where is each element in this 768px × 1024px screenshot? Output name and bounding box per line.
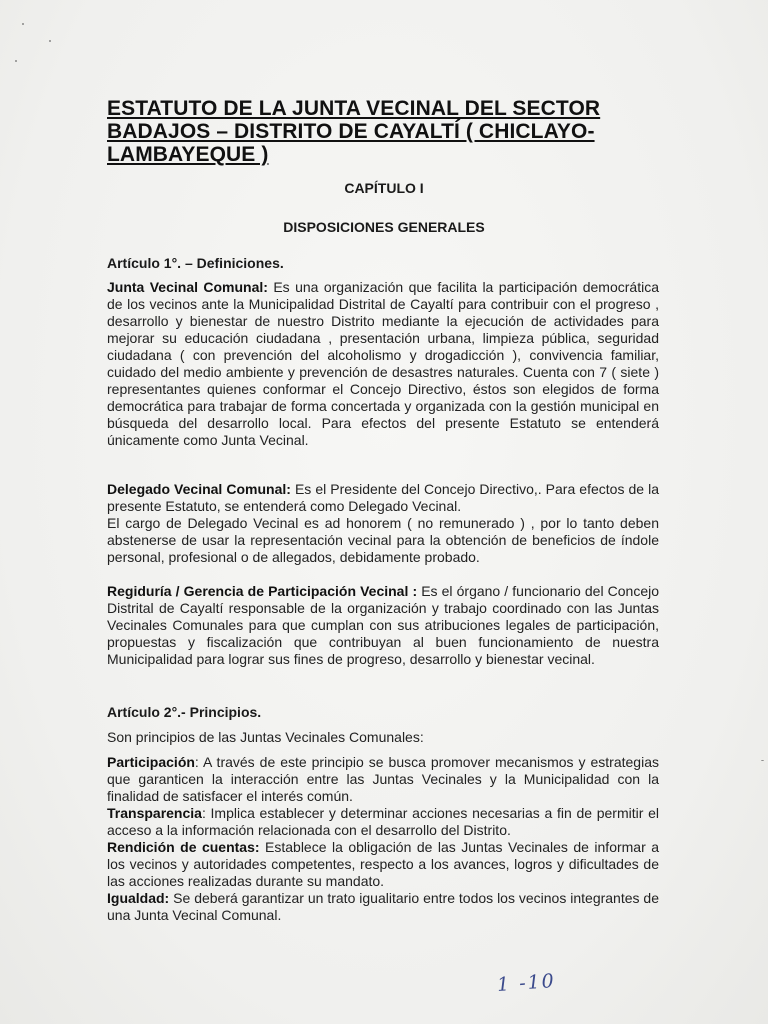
term-label: Delegado Vecinal Comunal: [107,481,291,497]
principles-intro: Son principios de las Juntas Vecinales Comunales: [107,729,424,745]
definition-text: Es una organización que facilita la participación democrática de los vecinos ante la Municipalidad Distrital de Cayaltí para contribuir con el progreso , desarrollo y bienestar de nuestro Distrito mediante la ejecución de actividades para mejorar su educación ciudadana , presentación urbana, limpieza pública, seguridad ciudadana ( con prevención del alcoholismo y drogadicción ), convivencia familiar, cuidado del medio ambiente y prevención de desastres naturales. Cuenta con 7 ( siete ) representantes quienes conformar el Concejo Directivo, éstos son elegidos de forma democrática para trabajar de forma concertada y organizada con la gestión municipal en búsqueda del desarrollo local. Para efectos del presente Estatuto se entenderá únicamente como Junta Vecinal. [107,279,659,448]
term-label: Regiduría / Gerencia de Participación Vecinal : [107,583,418,599]
definition-text: : A través de este principio se busca promover mecanismos y estrategias que garanticen la interacción entre las Juntas Vecinales y la Municipalidad con la finalidad de satisfacer el interés común. [107,754,659,804]
principle-igualdad [107,890,659,924]
scan-speck [49,40,51,42]
definition-text: : Implica establecer y determinar acciones necesarias a fin de permitir el acceso a la información relacionada con el desarrollo del Distrito. [107,805,659,838]
term-label: Rendición de cuentas: [107,839,260,855]
scan-speck [22,23,24,25]
principle-participacion [107,754,659,805]
definition-text: Establece la obligación de las Juntas Vecinales de informar a los vecinos y autoridades competentes, respecto a los avances, logros y dificultades de las acciones realizadas durante su mandato. [107,839,660,889]
chapter-heading: CAPÍTULO I [344,180,424,196]
term-label: Transparencia [107,805,202,821]
document-title: ESTATUTO DE LA JUNTA VECINAL DEL SECTOR BADAJOS – DISTRITO DE CAYALTÍ ( CHICLAYO- LAMBAYEQUE ) [107,97,601,166]
term-label: Igualdad: [107,890,170,906]
scan-speck [761,760,764,761]
delegado-vecinal-paragraph-2: El cargo de Delegado Vecinal es ad honorem ( no remunerado ) , por lo tanto deben abstenerse de usar la representación vecinal para la obtención de beneficios de índole personal, profesional o de allegados, debidamente probado. [107,515,659,565]
scan-speck [15,60,17,62]
definition-text: Es el órgano / funcionario del Concejo Distrital de Cayaltí responsable de la organización y trabajo coordinado con las Juntas Vecinales Comunales para que cumplan con sus atribuciones legales de participación, propuestas y fiscalización que contribuyan al buen funcionamiento de nuestra Municipalidad para lograr sus fines de progreso, desarrollo y bienestar vecinal. [107,583,660,667]
definition-text: Se deberá garantizar un trato igualitario entre todos los vecinos integrantes de una Junta Vecinal Comunal. [107,890,660,923]
junta-vecinal-definition [107,279,659,449]
delegado-vecinal-definition [107,481,659,515]
article-2-heading: Artículo 2°.- Principios. [107,704,262,720]
article-1-heading: Artículo 1°. – Definiciones. [107,255,284,271]
principle-rendicion-de-cuentas [107,839,659,890]
principle-transparencia [107,805,659,839]
handwritten-page-number: 1 -10 [496,969,557,997]
regiduria-definition [107,583,659,668]
term-label: Junta Vecinal Comunal: [107,279,268,295]
definition-text: Es el Presidente del Concejo Directivo,. Para efectos de la presente Estatuto, se entenderá como Delegado Vecinal. [107,481,659,514]
term-label: Participación [107,754,195,770]
section-heading: DISPOSICIONES GENERALES [283,219,485,235]
